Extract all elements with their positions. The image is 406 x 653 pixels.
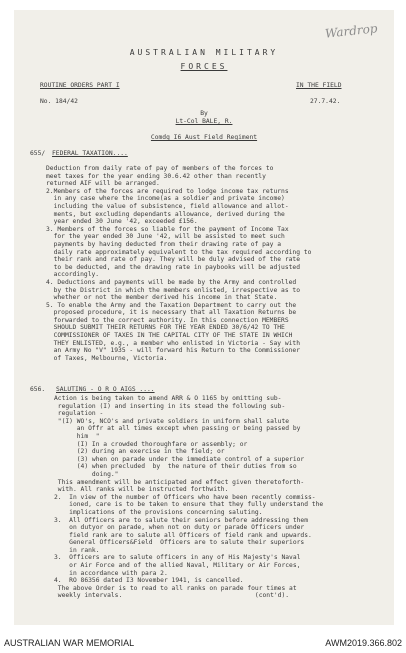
section-body: Deduction from daily rate of pay of members of the forces to meet taxes for the year ending 30.6.42 other than recently returned AIF will be arranged. 2.Members of the forces are required to lodge income tax returns in any case where the income(as a soldier and private income) including the value of subsistence, field allowance and allot- ments, but excluding dependants allowance, derived during the year ended 30 June '42, exceeded £156. 3. Members of the forces so liable for the payment of Income Tax for the year ended 30 June '42, will be assisted to meet such payments by having deducted from their drawing rate of pay a daily rate approximately equivalent to the tax required according to their rank and rate of pay. They will be duly advised of the rate to be deducted, and the drawing rate in paybooks will be adjusted accordingly. 4. Deductions and payments will be made by the Army and controlled by the District in which the members enlisted, irrespective as to whether or not the member derived his income in that State. 5. To enable the Army and the Taxation Department to carry out the proposed procedure, it is necessary that all Taxation Returns be forwarded to the correct authority. In this connection MEMBERS SHOULD SUBMIT THEIR RETURNS FOR THE YEAR ENDED 30/6/42 TO THE COMMISSIONER OF TAXES IN THE CAPITAL CITY OF THE STATE IN WHICH THEY ENLISTED, e.g., a member who enlisted in Victoria - Say with an Army No "V" 1935 - will forward his Return to the Commissioner of Taxes, Melbourne, Victoria. — [46, 165, 312, 362]
document-title: AUSTRALIAN MILITARY — [129, 48, 279, 57]
section-heading: FEDERAL TAXATION.... — [52, 150, 128, 157]
by-label: By — [200, 110, 208, 117]
section-body: Action is being taken to amend ARR & O 1165 by omitting sub- regulation (I) and inserting in its stead the following sub- regulation - "(I) WO's, NCO's and private soldiers in uniform shall salute an Offr at all times except when passing or being passed by him " (I) In a crowded thoroughfare or assembly; or (2) during an exercise in the field; or (3) when on parade under the immediate control of a superior (4) when precluded by the nature of their duties from so doing." This amendment will be anticipated and effect given theretoforth- with. All ranks will be instructed forthwith. 2. In view of the number of Officers who have been recently commiss- ioned, care is to be taken to ensure that they fully understand the implications of the provisions concerning saluting. 3. All Officers are to salute their seniors before addressing them on dutyor on parade, when not on duty or parade Officers under field rank are to salute all Officers of field rank and upwards. General Officers&Field Officers are to salute their superiors in rank. 3. Officers are to salute officers in any of His Majesty's Naval or Air Force and of the allied Naval, Military or Air Forces, in accordance with para 2. 4. RO 86356 dated I3 November 1941, is cancelled. The above Order is to read to all ranks on parade four times at weekly intervals. (cont'd). — [54, 395, 324, 600]
archive-source: AUSTRALIAN WAR MEMORIAL — [4, 638, 135, 648]
archive-footer — [0, 629, 406, 653]
section-number: 656. — [30, 386, 46, 393]
accession-number: AWM2019.366.802 — [325, 638, 402, 648]
section-number: 655/ — [30, 150, 46, 157]
unit-name: Comdg I6 Aust Field Regiment — [150, 134, 258, 141]
order-number: No. 184/42 — [40, 98, 78, 105]
section-heading: SALUTING - O R O AIGS .... — [56, 386, 155, 393]
in-the-field-label: IN THE FIELD — [296, 82, 342, 89]
document-page — [14, 10, 394, 625]
commander-name: Lt-Col BALE, R. — [175, 118, 233, 125]
handwritten-signature: Wardrop — [324, 21, 379, 41]
document-subtitle: FORCES — [180, 62, 228, 71]
routine-orders-label: ROUTINE ORDERS PART I — [40, 82, 120, 89]
order-date: 27.7.42. — [310, 98, 341, 105]
